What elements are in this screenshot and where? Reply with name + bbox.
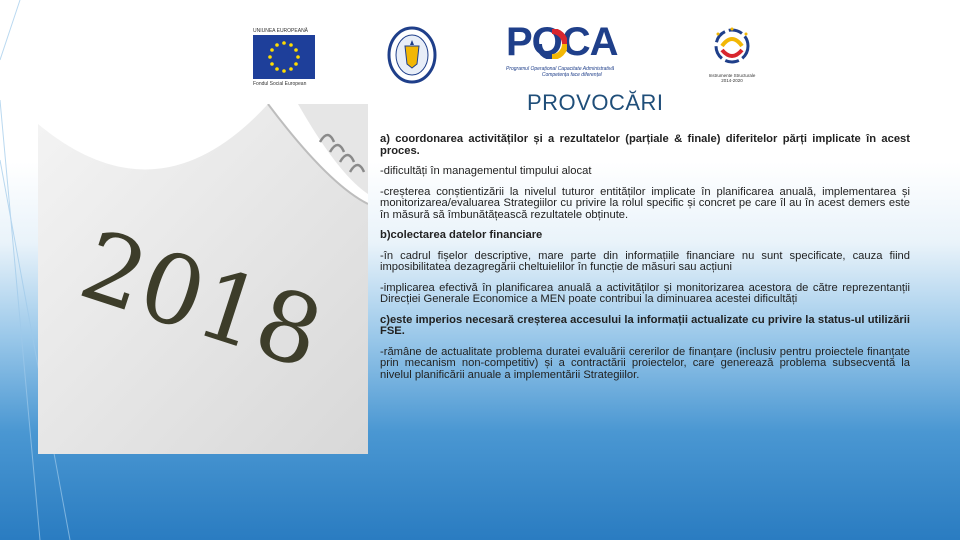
paragraph-a-point-1: -dificultăți în managementul timpului alocat (380, 165, 592, 177)
poca-subtitle-2: Competența face diferența! (541, 72, 603, 78)
eu-logo (253, 28, 319, 90)
paragraph-c-point-1: -rămâne de actualitate problema duratei evaluării cererilor de finanțare (inclusiv pentru proiectele finanțate prin mecanism non-competitiv) și a contractării proiectelor, care generează problema subsecventă la nivelul planificării anuale a implementării Strategiilor. (380, 345, 910, 381)
paragraph-b-point-1: -în cadrul fișelor descriptive, mare parte din informațiile financiare nu sunt specificate, cauza fiind imposibilitatea dezagregării cheltuielilor în funcție de măsuri sau acțiuni (380, 249, 910, 273)
calendar-illustration (38, 104, 368, 454)
structural-caption-1: Instrumente Structurale (708, 73, 756, 78)
poca-subtitle-1: Programul Operațional Capacitate Administrativă (506, 66, 615, 72)
poca-title: POCA (506, 20, 618, 64)
year-text: 2018 (68, 208, 336, 391)
paragraph-c: c)este imperios necesară creșterea accesului la informații actualizate cu privire la status-ul utilizării FSE. (380, 313, 910, 337)
calendar-2018-image (38, 104, 368, 454)
paragraph-b: b)colectarea datelor financiare (380, 229, 543, 241)
coat-of-arms-icon (387, 26, 437, 84)
structural-caption-2: 2014-2020 (721, 78, 743, 83)
eu-caption-top: UNIUNEA EUROPEANĂ (253, 28, 309, 34)
eu-caption-bottom: Fondul Social European (253, 81, 307, 87)
challenges-content (380, 134, 910, 390)
paragraph-b-point-2: -implicarea efectivă în planificarea anuală a activităților și monitorizarea acestora de către reprezentanții Direcției Generale Economice a MEN poate contribui la diminuarea acestei dificultăți (380, 281, 910, 305)
government-seal (387, 26, 437, 84)
paragraph-a-point-2: -creșterea conștientizării la nivelul tuturor entităților implicate în planificarea anuală, implementarea și monitorizarea/evaluarea Strategiilor cu privire la rolul specific și concret pe care îl au în acest demers este în măsură să îmbunătățească rezultatele obținute. (380, 185, 910, 221)
structural-instruments-icon (702, 24, 762, 68)
poca-logo (506, 20, 638, 90)
logo-bar (0, 18, 960, 88)
slide-title: PROVOCĂRI (527, 90, 664, 115)
poca-ring-icon (537, 29, 567, 59)
paragraph-a: a) coordonarea activităților și a rezultatelor (parțiale & finale) diferitelor părți implicate în acest proces. (380, 133, 910, 157)
eu-flag-icon (253, 35, 315, 79)
structural-instruments-logo (702, 24, 762, 88)
